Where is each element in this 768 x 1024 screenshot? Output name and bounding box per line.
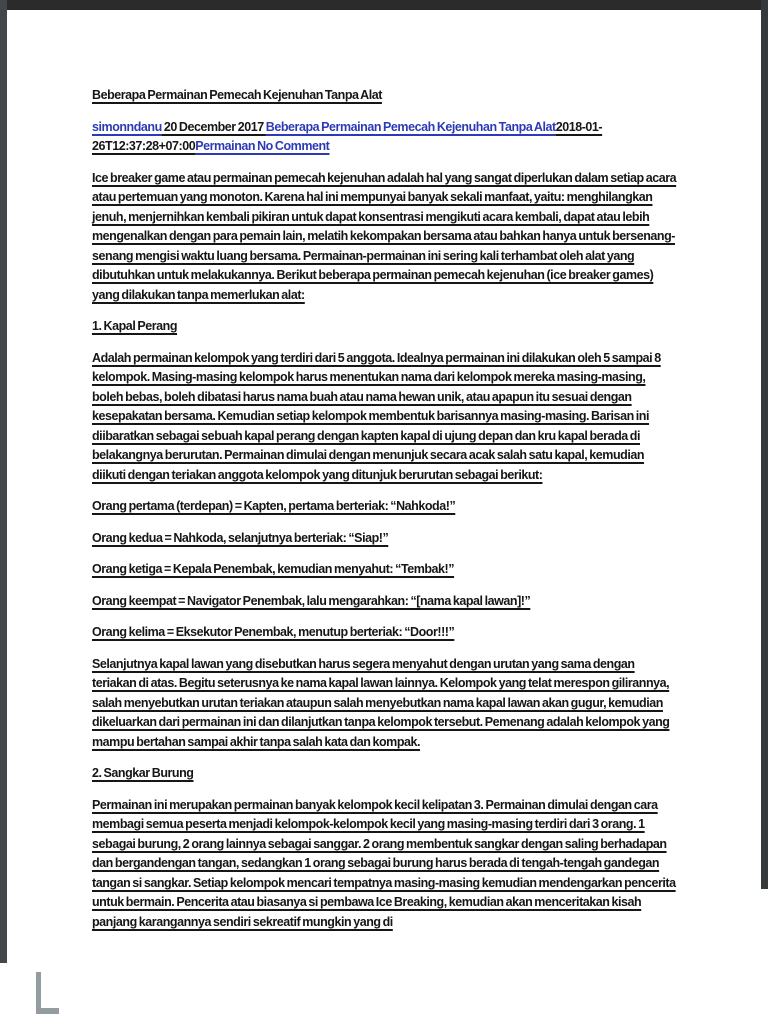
section-2-paragraph: Permainan ini merupakan permainan banyak kelompok kecil kelipatan 3. Permainan dimulai dengan cara membagi semua peserta menjadi kelompok-kelompok kecil yang masing-masing terdiri dari 3 orang. 1 sebagai burung, 2 orang lainnya sebagai sanggar. 2 orang membentuk sangkar dengan saling berhadapan dan bergandengan tangan, sedangkan 1 orang sebagai burung harus berada di tengah-tengah gandegan tangan si sangkar. Setiap kelompok mencari tempatnya masing-masing kemudian mendengarkan pencerita untuk bermain. Pencerita atau biasanya si pembawa Ice Breaking, kemudian akan menceritakan kisah panjang karangannya sendiri sekreatif mungkin yang di xyxy=(92,797,676,929)
post-timestamp: 2018-01-26T12:37:28+07:00 xyxy=(92,119,603,153)
article xyxy=(92,86,678,944)
scan-edge-right xyxy=(761,0,768,889)
section-1-outro-paragraph: Selanjutnya kapal lawan yang disebutkan harus segera menyahut dengan urutan yang sama dengan teriakan di atas. Begitu seterusnya ke nama kapal lawan lainnya. Kelompok yang telat merespon gilirannya, salah menyebutkan urutan teriakan ataupun salah menyebutkan nama kapal lawan akan gugur, kemudian dikeluarkan dari permainan ini dan dilanjutkan tanpa kelompok tersebut. Pemenang adalah kelompok yang mampu bertahan sampai akhir tanpa salah kata dan kompak. xyxy=(92,656,670,749)
post-meta xyxy=(92,118,678,157)
intro-paragraph: Ice breaker game atau permainan pemecah kejenuhan adalah hal yang sangat diperlukan dalam setiap acara atau pertemuan yang monoton. Karena hal ini mempunyai banyak sekali manfaat, yaitu: menghilangkan jenuh, menjernihkan kembali pikiran untuk dapat konsentrasi mengikuti acara kembali, dapat atau lebih mengenalkan dengan para pemain lain, melatih kekompakan bersama atau bahkan hanya untuk bersenang-senang mengisi waktu luang bersama. Permainan-permainan ini sering kali terhambat oleh alat yang dibutuhkan untuk melakukannya. Berikut beberapa permainan pemecah kejenuhan (ice breaker games) yang dilakukan tanpa memerlukan alat: xyxy=(92,170,677,302)
role-line: Orang pertama (terdepan) = Kapten, pertama berteriak: “Nahkoda!” xyxy=(92,499,456,513)
scan-edge-left xyxy=(0,0,7,963)
section-1-heading: 1. Kapal Perang xyxy=(92,319,178,333)
role-line: Orang keempat = Navigator Penembak, lalu mengarahkan: “[nama kapal lawan]!” xyxy=(92,593,531,608)
section-1-paragraph: Adalah permainan kelompok yang terdiri dari 5 anggota. Idealnya permainan ini dilakukan oleh 5 sampai 8 kelompok. Masing-masing kelompok harus menentukan nama dari kelompok mereka masing-masing, boleh bebas, boleh dibatasi harus nama buah atau nama hewan unik, atau apapun itu sesuai dengan kesepakatan bersama. Kemudian setiap kelompok membentuk barisannya masing-masing. Barisan ini diibaratkan sebagai sebuah kapal perang dengan kapten kapal di ujung depan dan kru kapal berada di belakangnya berurutan. Permainan dimulai dengan menunjuk secara acak salah satu kapal, kemudian diikuti dengan teriakan anggota kelompok yang ditunjuk berurutan sebagai berikut: xyxy=(92,350,661,482)
post-title-link[interactable]: Beberapa Permainan Pemecah Kejenuhan Tanpa Alat xyxy=(265,119,556,134)
section-2-heading: 2. Sangkar Burung xyxy=(92,766,194,780)
scan-corner-mark xyxy=(36,1008,59,1014)
article-title: Beberapa Permainan Pemecah Kejenuhan Tanpa Alat xyxy=(92,88,382,102)
role-line: Orang ketiga = Kepala Penembak, kemudian menyahut: “Tembak!” xyxy=(92,562,455,576)
role-line: Orang kedua = Nahkoda, selanjutnya berteriak: “Siap!” xyxy=(92,530,389,545)
post-date: 20 December 2017 xyxy=(161,119,266,134)
category-link[interactable]: Permainan xyxy=(195,139,256,153)
scan-edge-top xyxy=(0,0,768,10)
author-link[interactable]: simonndanu xyxy=(92,119,162,134)
role-line: Orang kelima = Eksekutor Penembak, menutup berteriak: “Door!!!” xyxy=(92,625,455,639)
comments-link[interactable]: No Comment xyxy=(255,139,330,153)
